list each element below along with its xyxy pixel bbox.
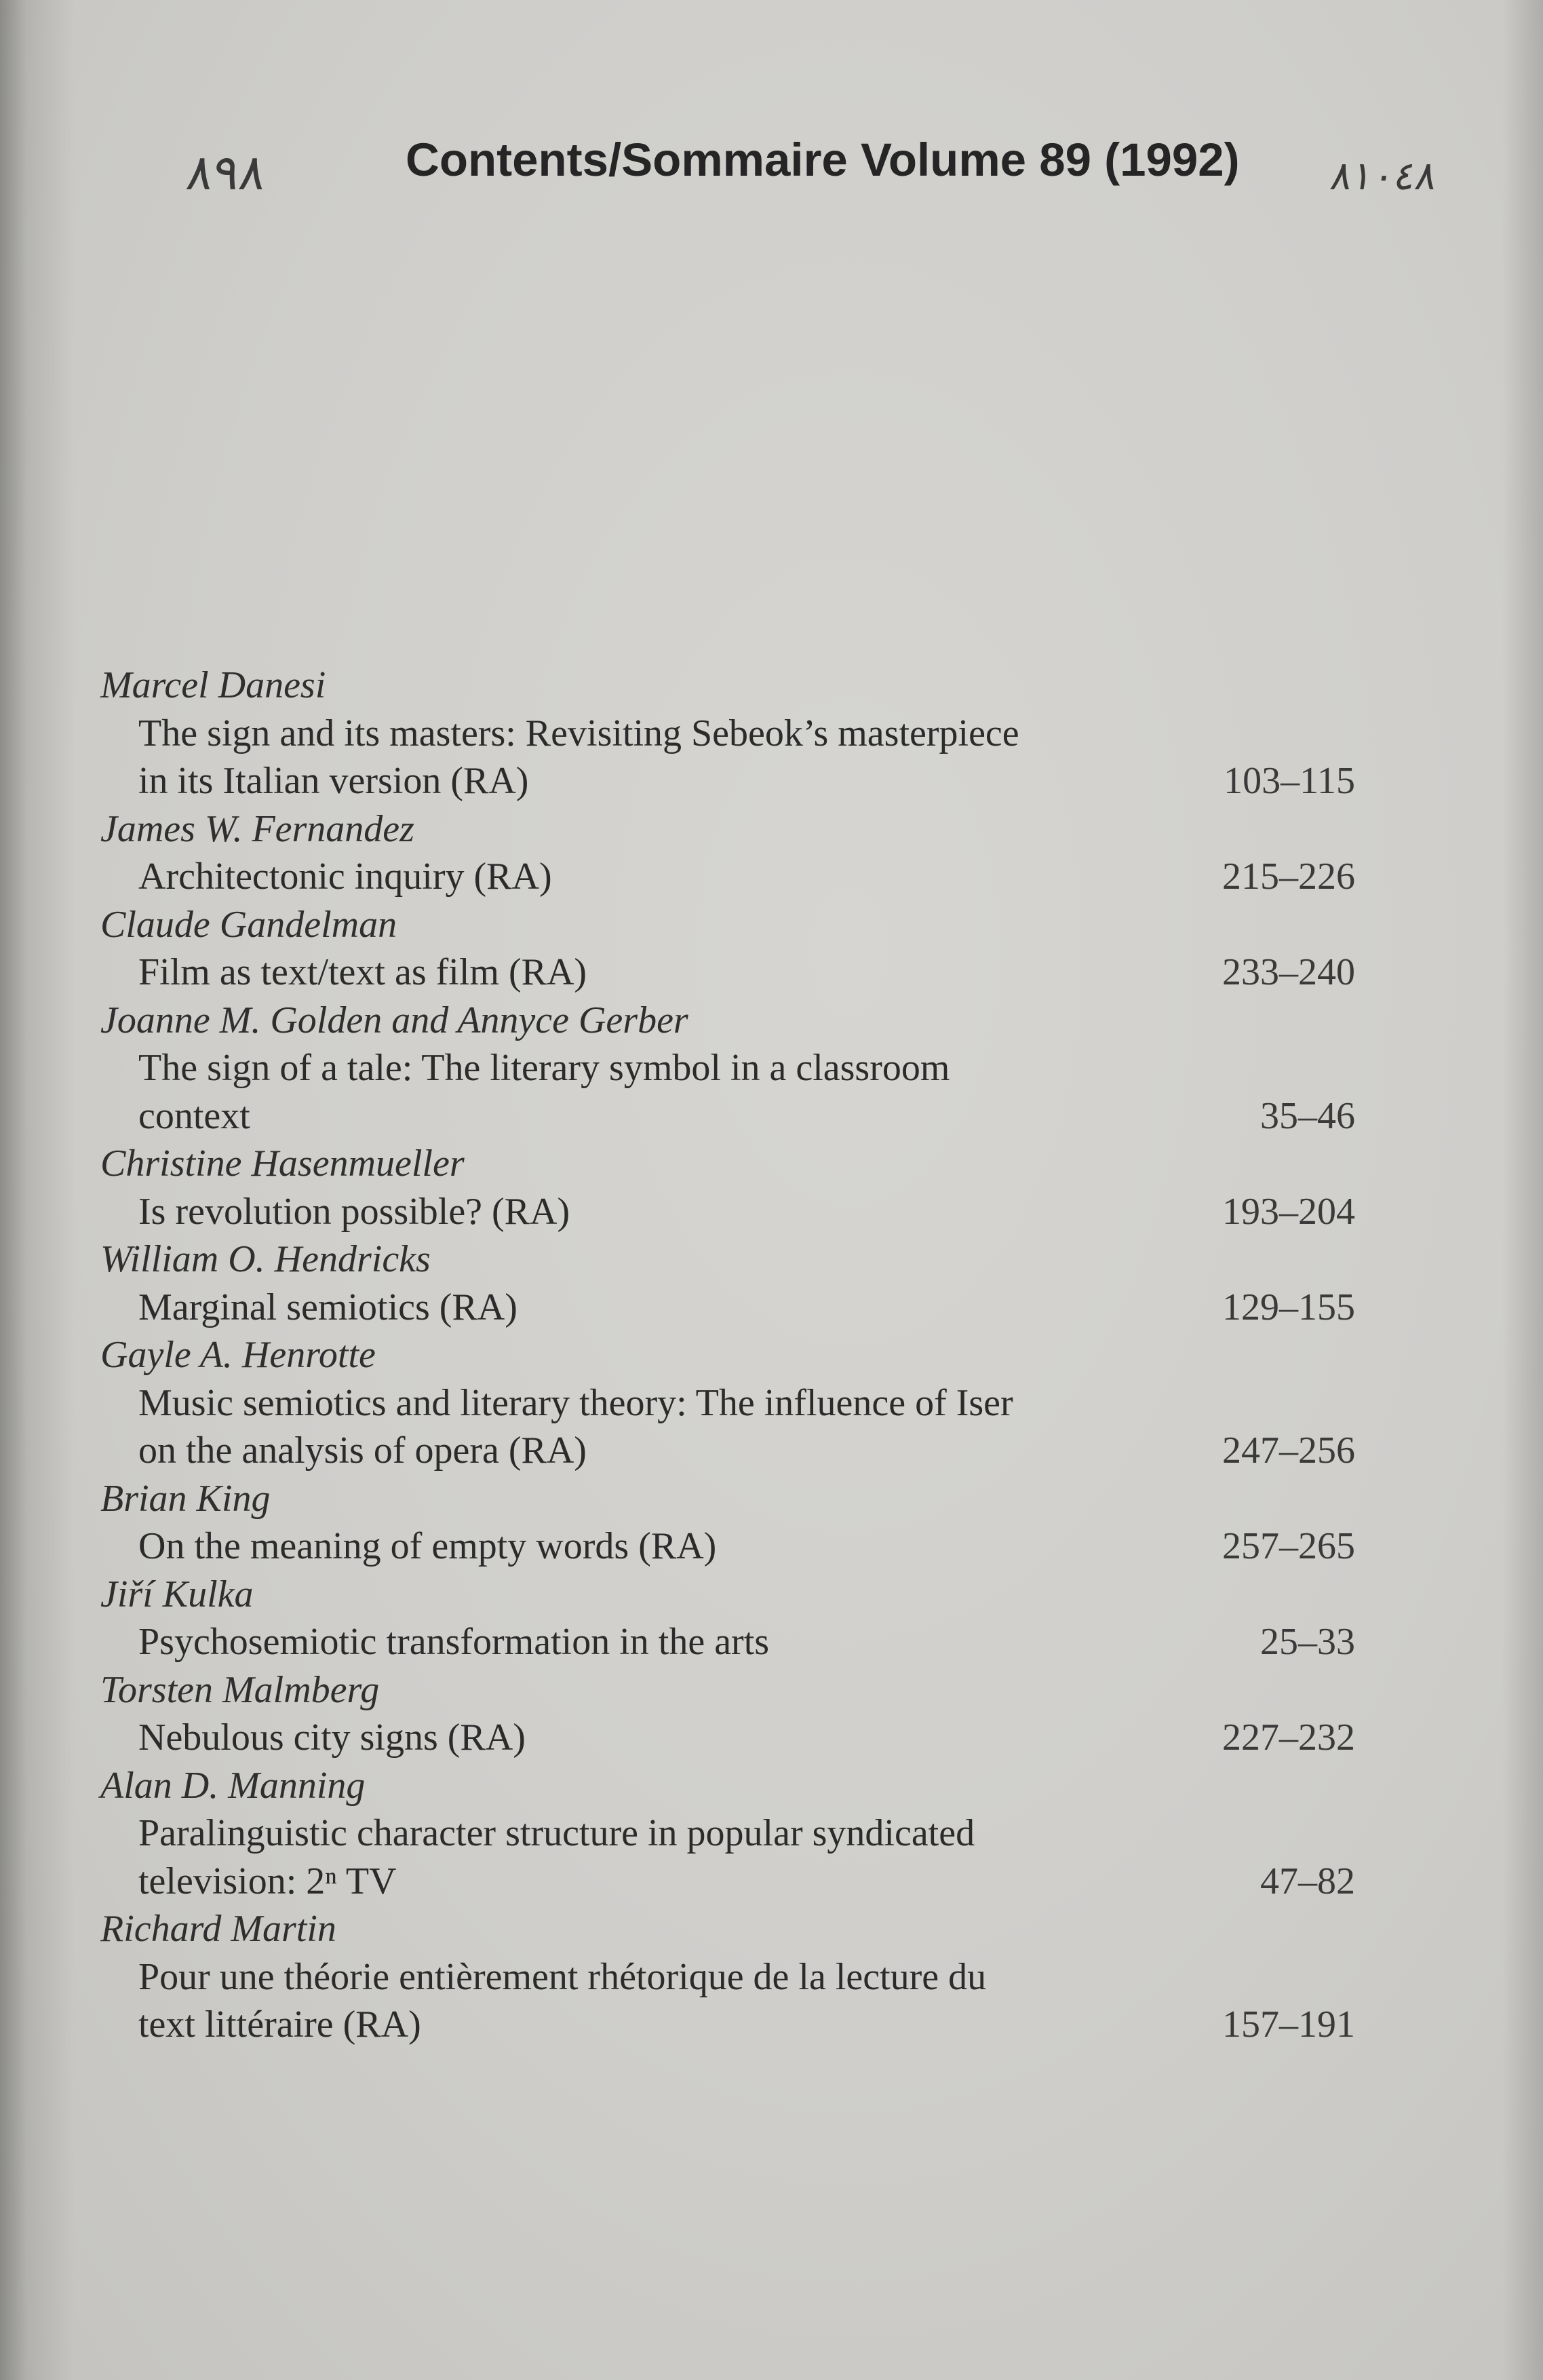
entry-title-line: text littéraire (RA) [138,2003,421,2046]
toc-entry [100,661,1355,805]
entry-title-line: Pour une théorie entièrement rhétorique de la lecture du [138,1955,987,1998]
entry-page-range: 233–240 [1222,951,1355,993]
entry-title-line: Nebulous city signs (RA) [138,1716,526,1759]
entry-author: William O. Hendricks [100,1238,431,1280]
toc-entry [100,805,1355,901]
entry-page-range: 193–204 [1222,1190,1355,1233]
entry-author: Gayle A. Henrotte [100,1334,376,1376]
toc-entry [100,997,1355,1140]
entry-page-range: 247–256 [1222,1429,1355,1472]
entry-title-line: The sign of a tale: The literary symbol in a classroom [138,1047,950,1089]
toc-entry [100,1571,1355,1666]
entry-author: Marcel Danesi [100,664,326,706]
entry-page-range: 215–226 [1222,856,1355,898]
entry-author: James W. Fernandez [100,807,414,850]
toc-entry [100,1475,1355,1571]
entry-title-line: Psychosemiotic transformation in the arts [138,1621,770,1663]
toc-entry [100,1905,1355,2049]
entry-author: Claude Gandelman [100,903,397,946]
entry-page-range: 35–46 [1260,1094,1355,1137]
entry-title-line: context [138,1094,250,1137]
entry-title-line: on the analysis of opera (RA) [138,1429,587,1472]
entry-title-line: in its Italian version (RA) [138,760,529,802]
entry-page-range: 257–265 [1222,1525,1355,1567]
entry-page-range: 47–82 [1260,1860,1355,1902]
entry-title-line: Film as text/text as film (RA) [138,951,587,993]
entry-page-range: 103–115 [1224,760,1355,802]
page-title: Contents/Sommaire Volume 89 (1992) [406,134,1240,186]
toc-entry [100,1762,1355,1906]
entry-page-range: 25–33 [1260,1621,1355,1663]
entry-page-range: 227–232 [1222,1716,1355,1759]
entry-author: Torsten Malmberg [100,1668,380,1711]
entry-author: Richard Martin [100,1908,336,1950]
toc-entry [100,1140,1355,1235]
entry-author: Christine Hasenmueller [100,1143,465,1185]
entry-title-line: Architectonic inquiry (RA) [138,856,552,898]
entry-author: Brian King [100,1477,271,1520]
toc-entry [100,1331,1355,1475]
entry-author: Joanne M. Golden and Annyce Gerber [100,999,688,1041]
entry-title-line: On the meaning of empty words (RA) [138,1525,717,1567]
handwritten-annotation-left: ٨٩٨ [183,144,270,201]
entry-page-range: 129–155 [1222,1286,1355,1328]
entry-author: Jiří Kulka [100,1573,254,1615]
toc-entry [100,901,1355,997]
entry-author: Alan D. Manning [100,1764,366,1807]
entry-title-line: Music semiotics and literary theory: The influence of Iser [138,1381,1013,1424]
entry-title-line: Marginal semiotics (RA) [138,1286,517,1328]
entry-title-line: Paralinguistic character structure in popular syndicated [138,1812,975,1854]
toc-entry [100,1235,1355,1331]
handwritten-annotation-right: ٨١٠٤٨ [1327,153,1441,199]
entry-title-line: Is revolution possible? (RA) [138,1190,570,1233]
table-of-contents [100,661,1355,2049]
toc-entry [100,1666,1355,1762]
entry-page-range: 157–191 [1222,2003,1355,2046]
entry-title-line: television: 2ⁿ TV [138,1860,397,1902]
entry-title-line: The sign and its masters: Revisiting Sebeok’s masterpiece [138,712,1019,754]
